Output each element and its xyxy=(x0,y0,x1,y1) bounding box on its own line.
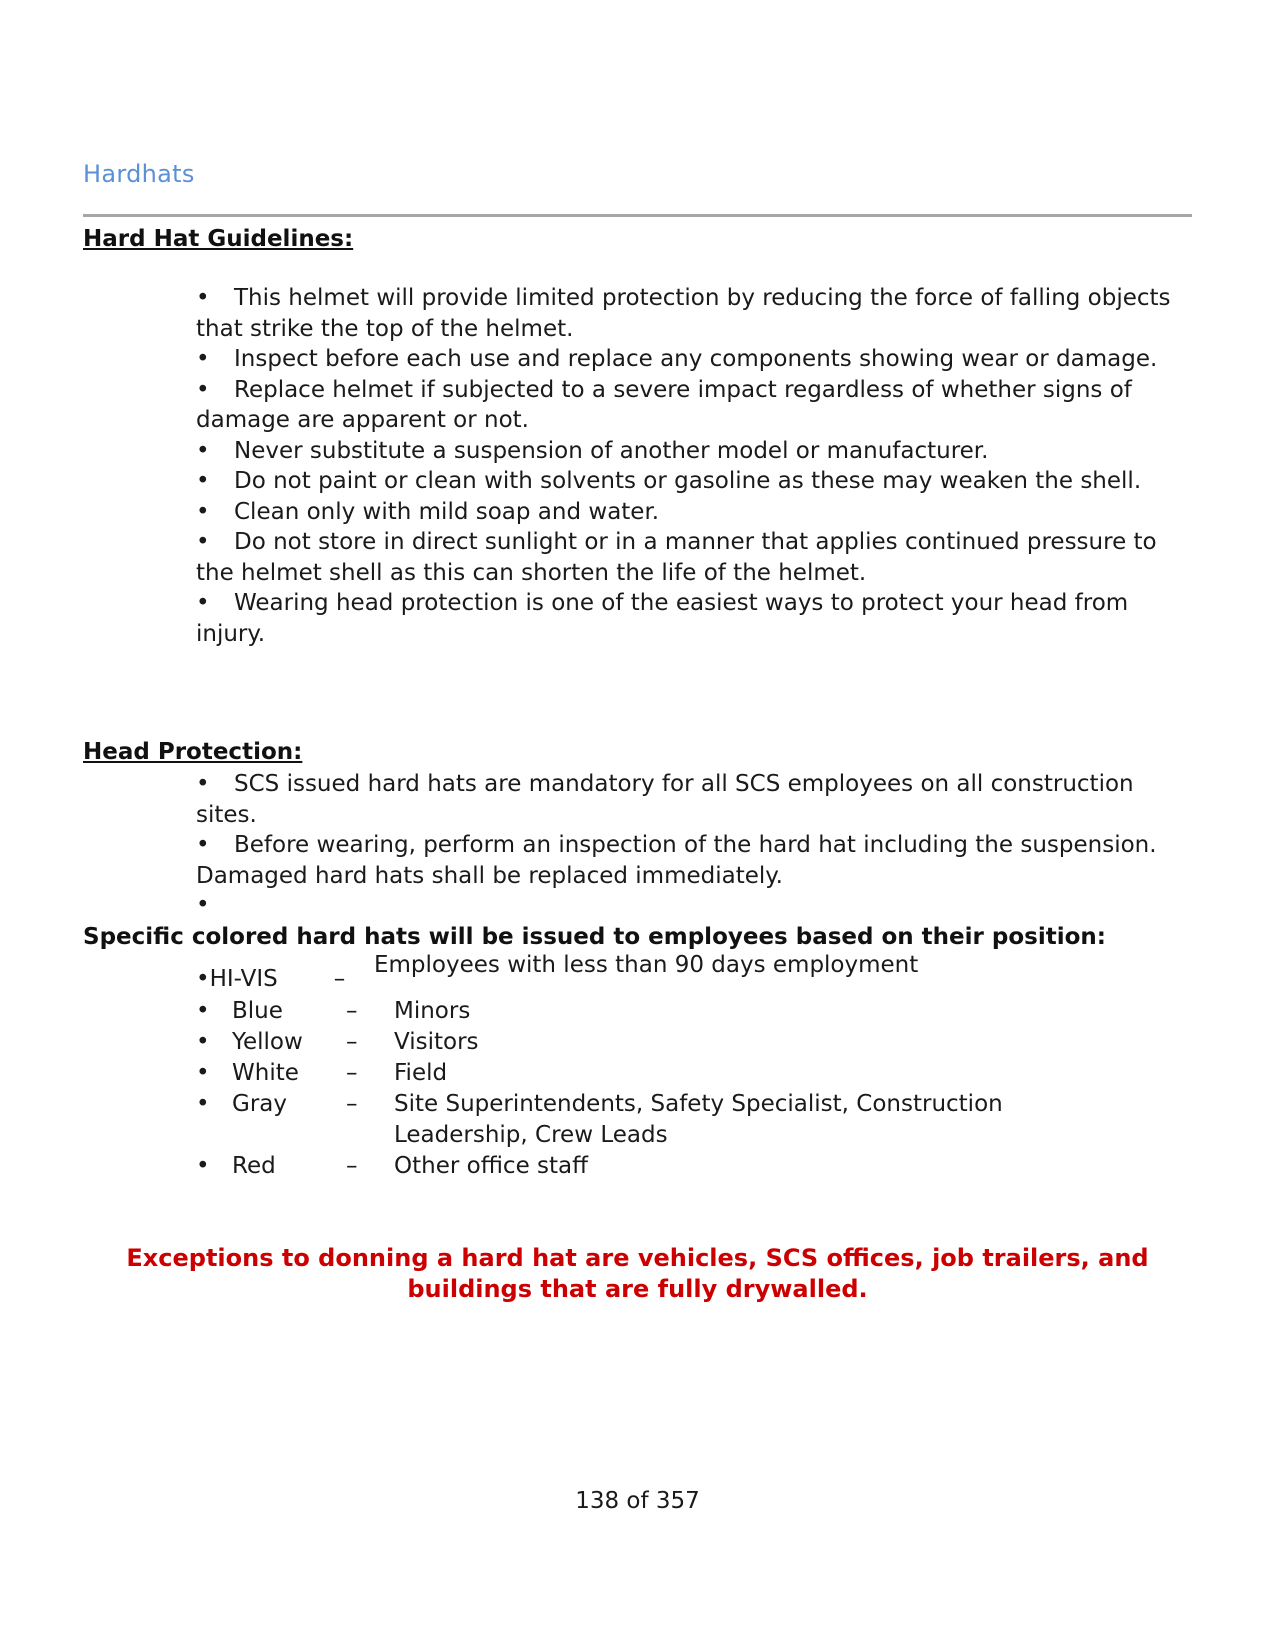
hivis-description: Employees with less than 90 days employment xyxy=(374,952,919,978)
list-item: • SCS issued hard hats are mandatory for all SCS employees on all construction sites. xyxy=(196,771,1134,828)
bullet-icon: • xyxy=(196,771,210,797)
color-description: Other office staff xyxy=(394,1153,588,1179)
list-item: • Clean only with mild soap and water. xyxy=(196,497,1196,528)
bullet-icon: • xyxy=(196,498,210,525)
color-row xyxy=(196,1027,1074,1058)
head-protection-heading: Head Protection: xyxy=(83,739,303,765)
bullet-icon: • xyxy=(196,832,210,858)
bullet-icon: • xyxy=(196,437,210,464)
color-row xyxy=(196,1058,1074,1089)
bullet-icon: • xyxy=(196,346,210,372)
colored-hats-table xyxy=(196,996,1074,1182)
list-item: • Never substitute a suspension of another model or manufacturer. xyxy=(196,436,1196,467)
dash: – xyxy=(333,966,346,992)
bullet-icon: • xyxy=(196,998,210,1024)
dash: – xyxy=(346,1091,358,1117)
list-item: • Do not store in direct sunlight or in a manner that applies continued pressure to the helmet shell as this can shorten the life of the helmet. xyxy=(196,529,1157,586)
empty-bullet-icon: • xyxy=(196,892,210,918)
bullet-icon: • xyxy=(196,376,210,403)
bullet-icon: • xyxy=(196,1153,210,1179)
hivis-row xyxy=(196,964,345,995)
color-row xyxy=(196,1151,1074,1182)
color-name: White xyxy=(232,1060,299,1086)
dash: – xyxy=(346,1153,358,1179)
color-description: Visitors xyxy=(394,1029,479,1055)
guidelines-list xyxy=(196,283,1196,649)
dash: – xyxy=(346,998,358,1024)
color-row xyxy=(196,996,1074,1027)
list-item: • Wearing head protection is one of the easiest ways to protect your head from injury. xyxy=(196,590,1129,647)
section-divider xyxy=(83,214,1192,217)
color-name: Blue xyxy=(232,998,283,1024)
list-item: • Replace helmet if subjected to a severe impact regardless of whether signs of damage are apparent or not. xyxy=(196,376,1132,433)
colored-hats-heading: Specific colored hard hats will be issued to employees based on their position: xyxy=(83,924,1106,950)
exceptions-notice: Exceptions to donning a hard hat are vehicles, SCS offices, job trailers, and buildings that are fully drywalled. xyxy=(126,1244,1149,1303)
list-item: • Do not paint or clean with solvents or gasoline as these may weaken the shell. xyxy=(196,466,1196,497)
head-protection-list xyxy=(196,769,1196,891)
color-row xyxy=(196,1089,1074,1151)
page-number: 138 of 357 xyxy=(575,1488,700,1514)
color-name: Red xyxy=(232,1153,276,1179)
color-description: Minors xyxy=(394,998,471,1024)
color-description: Field xyxy=(394,1060,448,1086)
guidelines-heading: Hard Hat Guidelines: xyxy=(83,226,354,252)
bullet-icon: • xyxy=(196,1091,210,1117)
dash: – xyxy=(346,1060,358,1086)
section-title: Hardhats xyxy=(83,160,195,188)
bullet-icon: • xyxy=(196,1060,210,1086)
bullet-icon: • xyxy=(196,1029,210,1055)
bullet-icon: • xyxy=(196,590,210,616)
bullet-icon: • xyxy=(196,285,210,311)
bullet-icon: • xyxy=(196,468,210,494)
bullet-icon: • xyxy=(196,529,210,555)
color-name: Gray xyxy=(232,1091,287,1117)
dash: – xyxy=(346,1029,358,1055)
list-item: • Inspect before each use and replace any components showing wear or damage. xyxy=(196,344,1196,375)
list-item: • This helmet will provide limited protection by reducing the force of falling objects that strike the top of the helmet. xyxy=(196,285,1171,342)
hivis-label: HI-VIS xyxy=(209,966,278,992)
list-item: • Before wearing, perform an inspection of the hard hat including the suspension. Damaged hard hats shall be replaced immediately. xyxy=(196,832,1157,889)
color-description: Site Superintendents, Safety Specialist, Construction Leadership, Crew Leads xyxy=(394,1091,1003,1148)
color-name: Yellow xyxy=(232,1029,303,1055)
bullet-icon: • xyxy=(196,966,210,992)
